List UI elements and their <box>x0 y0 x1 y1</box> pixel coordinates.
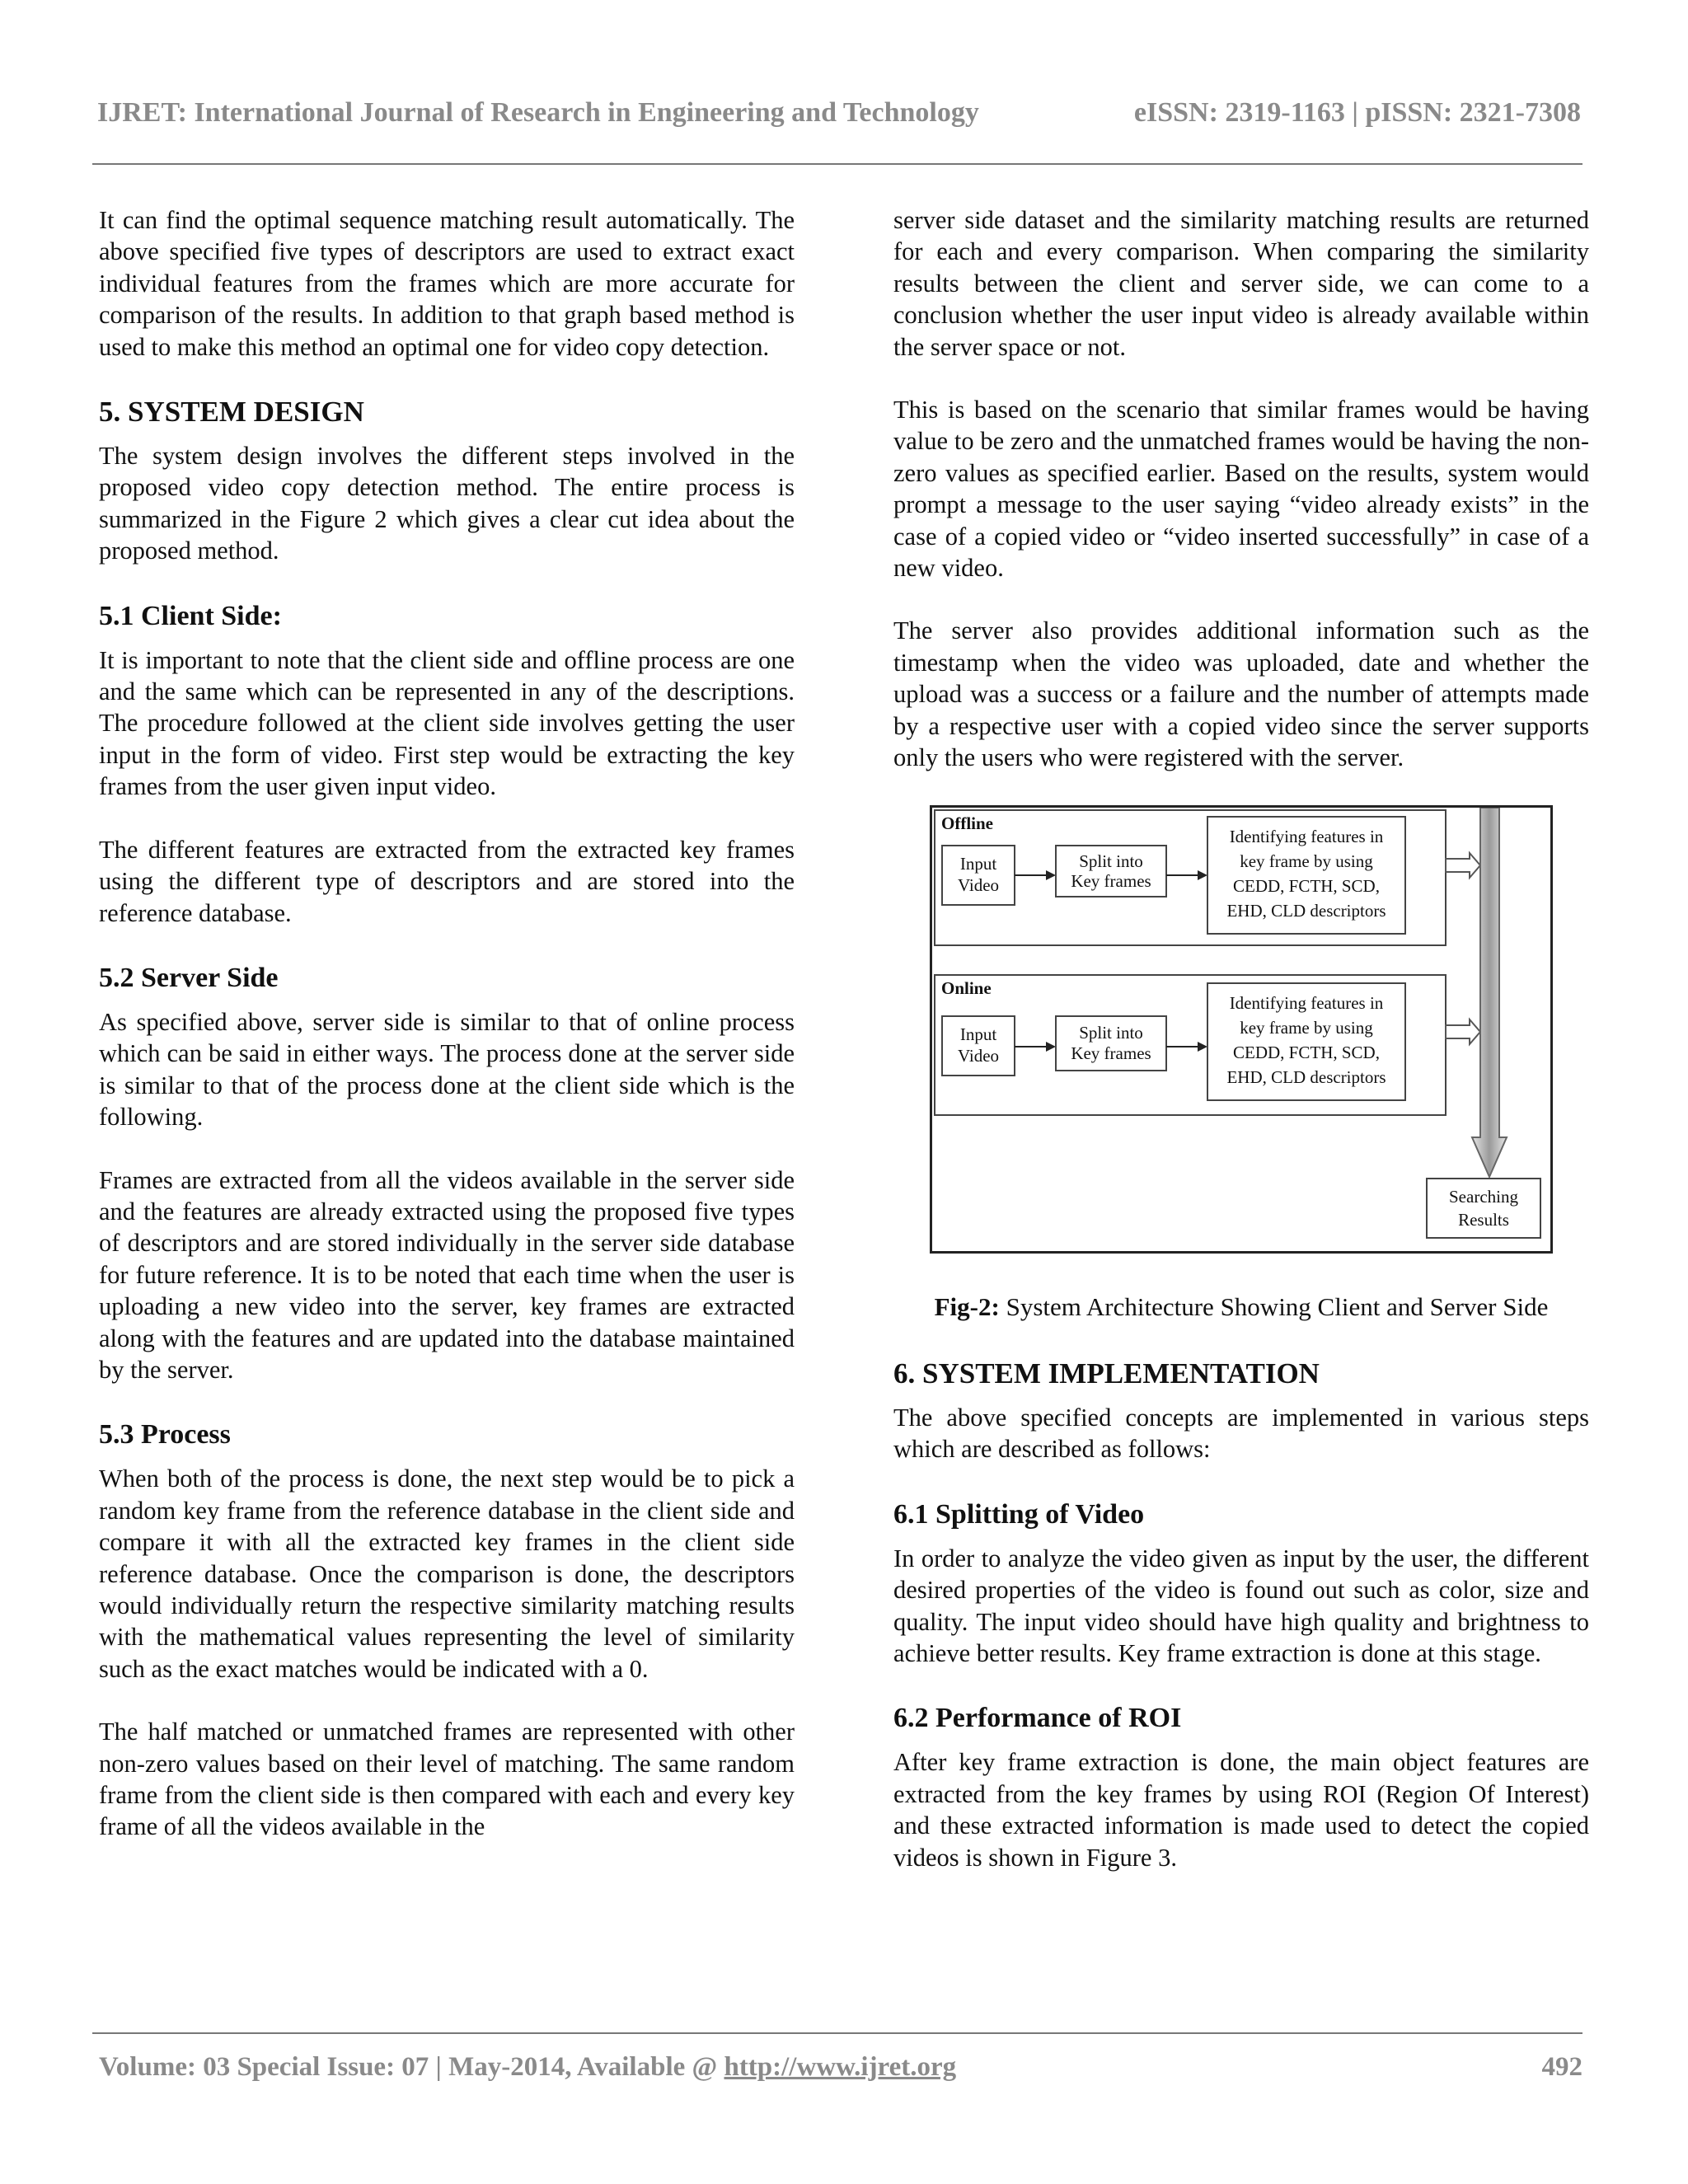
section-heading: 6. SYSTEM IMPLEMENTATION <box>893 1357 1320 1390</box>
subsection-heading: 5.3 Process <box>99 1419 231 1451</box>
block-arrow-icon <box>1446 1019 1480 1044</box>
paragraph: This is based on the scenario that similar frames would be having value to be zero and the unmatched frames would be having the non-zero values as specified earlier. Based on the results, system would prompt a message to the user saying “video already exists” in the case of a copied video or “video inserted successfully” in case of a new video. <box>893 396 1589 583</box>
arrow-head <box>1046 870 1056 880</box>
footer-rule <box>92 2032 1582 2034</box>
paragraph: After key frame extraction is done, the main object features are extracted from the key frames by using ROI (Region Of Interest) and these extracted information is made used to detect the copied videos is shown in Figure 3. <box>893 1748 1589 1872</box>
subsection-heading: 5.2 Server Side <box>99 962 279 993</box>
identify-label-3: CEDD, FCTH, SCD, <box>1233 875 1380 896</box>
journal-title: IJRET: International Journal of Research in Engineering and Technology <box>97 97 979 128</box>
paragraph: The above specified concepts are implemented in various steps which are described as follows: <box>893 1403 1589 1464</box>
subsection-heading: 6.1 Splitting of Video <box>893 1498 1145 1530</box>
running-header <box>97 97 1581 137</box>
caption-label: Fig-2: <box>934 1291 1000 1321</box>
paragraph: The different features are extracted from the extracted key frames using the different type of descriptors and are stored into the reference database. <box>99 835 795 927</box>
paragraph: It can find the optimal sequence matching result automatically. The above specified five types of descriptors are used to extract exact individual features from the frames which are more accurate for comparison of the results. In addition to that graph based method is used to make this method an optimal one for video copy detection. <box>99 206 795 361</box>
split-label-2: Key frames <box>1071 870 1151 891</box>
offline-label: Offline <box>941 813 993 833</box>
split-label-2: Key frames <box>1071 1043 1151 1063</box>
results-label: Results <box>1458 1209 1509 1230</box>
page-number: 492 <box>1541 2052 1582 2082</box>
left-column <box>99 204 795 1874</box>
paragraph: When both of the process is done, the next step would be to pick a random key frame from the reference database in the client side and compare it with all the extracted key frames in the client side reference database. Once the comparison is done, the descriptors would individually return the respective similarity matching results with the mathematical values representing the level of similarity such as the exact matches would be indicated with a 0. <box>99 1465 795 1683</box>
paragraph: The system design involves the different steps involved in the proposed video copy detection method. The entire process is summarized in the Figure 2 which gives a clear cut idea about the proposed method. <box>99 442 795 565</box>
issn: eISSN: 2319-1163 | pISSN: 2321-7308 <box>1133 97 1581 128</box>
paragraph: server side dataset and the similarity matching results are returned for each and every comparison. When comparing the similarity results between the client and server side, we can come to a conclusion whether the user input video is already available within the server space or not. <box>893 206 1589 361</box>
split-label-1: Split into <box>1079 1022 1143 1043</box>
section-heading: 5. SYSTEM DESIGN <box>99 396 364 429</box>
input-label: Input <box>959 853 997 874</box>
searching-label: Searching <box>1449 1186 1518 1207</box>
running-footer <box>99 2052 1582 2090</box>
subsection-heading: 5.1 Client Side: <box>99 600 282 631</box>
split-label-1: Split into <box>1079 851 1143 871</box>
right-column <box>893 204 1589 1905</box>
arrow-head <box>1198 1042 1207 1052</box>
arrow-head <box>1198 870 1207 880</box>
identify-label-2: key frame by using <box>1240 851 1373 871</box>
video-label: Video <box>957 1045 1000 1066</box>
caption-text: System Architecture Showing Client and Server Side <box>999 1291 1549 1321</box>
header-rule <box>92 163 1582 165</box>
identify-label-3: CEDD, FCTH, SCD, <box>1233 1042 1380 1062</box>
block-arrow-icon <box>1446 853 1480 878</box>
video-label: Video <box>957 874 1000 895</box>
online-label: Online <box>941 977 992 998</box>
volume-info: Volume: 03 Special Issue: 07 | May-2014, Available @ <box>99 2052 724 2082</box>
subsection-heading: 6.2 Performance of ROI <box>893 1703 1182 1734</box>
figure-caption <box>893 1291 1589 1323</box>
arrow-head <box>1046 1042 1056 1052</box>
paragraph: The server also provides additional information such as the timestamp when the video was uploaded, date and whether the upload was a success or a failure and the number of attempts made by a respective user with a copied video since the server supports only the users who were registered with the server. <box>893 616 1589 772</box>
identify-label-1: Identifying features in <box>1229 992 1384 1013</box>
identify-label-4: EHD, CLD descriptors <box>1226 900 1386 921</box>
identify-label-1: Identifying features in <box>1229 826 1384 846</box>
identify-label-2: key frame by using <box>1240 1017 1373 1038</box>
paragraph: The half matched or unmatched frames are represented with other non-zero values based on their level of matching. The same random frame from the client side is then compared with each and every key frame of all the videos available in the <box>99 1718 795 1841</box>
input-label: Input <box>959 1024 997 1044</box>
identify-label-4: EHD, CLD descriptors <box>1226 1066 1386 1087</box>
architecture-figure <box>930 805 1553 1254</box>
paragraph: As specified above, server side is similar to that of online process which can be said in either ways. The process done at the server side is similar to that of the process done at the client side which is the following. <box>99 1007 795 1132</box>
journal-link[interactable]: http://www.ijret.org <box>724 2052 957 2082</box>
paragraph: In order to analyze the video given as input by the user, the different desired properties of the video is found out such as color, size and quality. The input video should have high quality and brightness to achieve better results. Key frame extraction is done at this stage. <box>893 1544 1589 1667</box>
architecture-diagram <box>932 808 1550 1251</box>
paragraph: Frames are extracted from all the videos available in the server side and the features are already extracted using the proposed five types of descriptors and are stored individually in the server side database for future reference. It is to be noted that each time when the user is uploading a new video into the server, key frames are extracted along with the features and are updated into the database maintained by the server. <box>99 1165 795 1384</box>
paragraph: It is important to note that the client side and offline process are one and the same which can be represented in any of the descriptions. The procedure followed at the client side involves getting the user input in the form of video. First step would be extracting the key frames from the user given input video. <box>99 645 795 801</box>
